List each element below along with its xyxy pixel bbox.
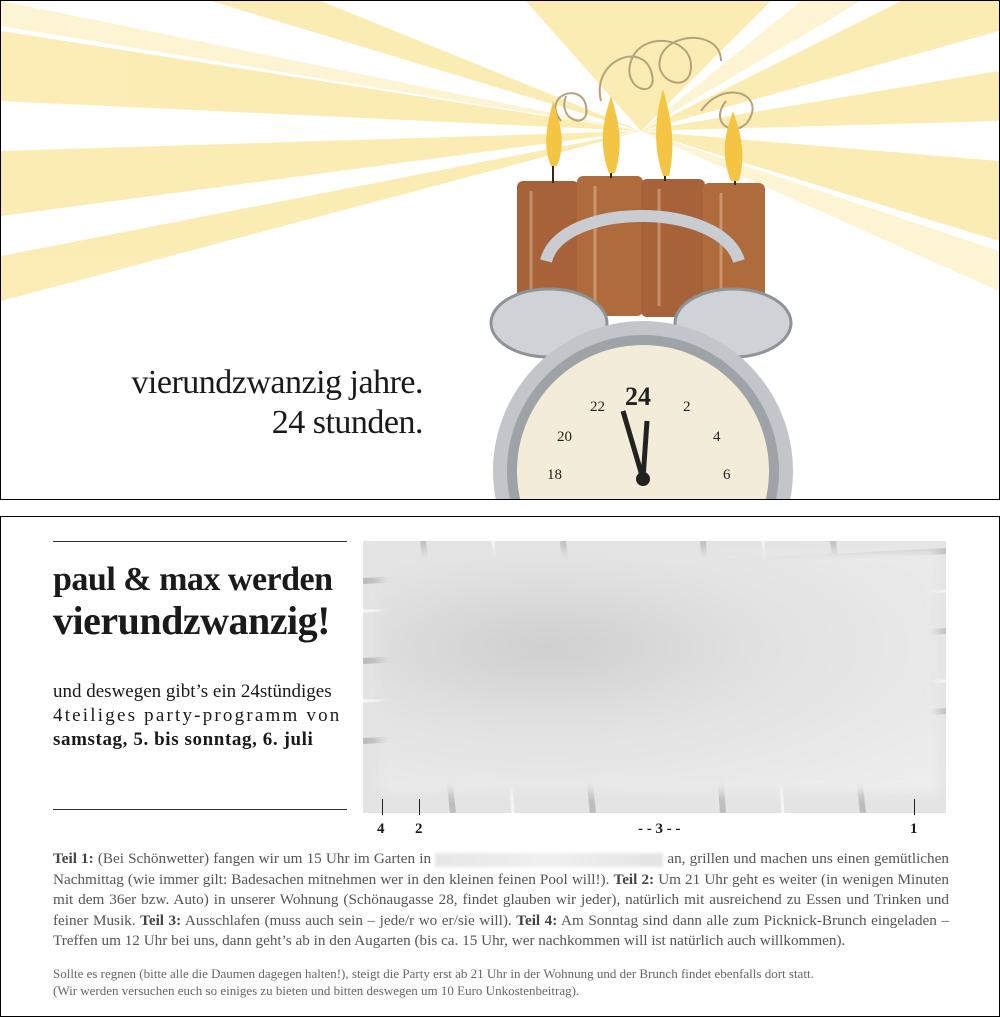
teil3-label: Teil 3: — [140, 911, 182, 929]
intro-line-1: und deswegen gibt’s ein 24stündiges — [53, 681, 332, 702]
map-marker-3: - - 3 - - — [638, 821, 681, 837]
clock-number-20: 20 — [557, 429, 572, 445]
clock-number-24: 24 — [625, 382, 651, 411]
rain-notice-line-1: Sollte es regnen (bitte alle die Daumen dagegen halten!), steigt die Party erst ab 21 Uhr in der Wohnung und der Brunch findet ebenfalls dort statt. — [53, 966, 814, 981]
invitation-back — [0, 516, 1000, 1017]
rain-notice-line-2: (Wir werden versuchen euch so einiges zu bieten und bitten deswegen um 10 Euro Unkostenbeitrag). — [53, 983, 580, 998]
rain-notice — [53, 965, 949, 999]
clock-number-6: 6 — [723, 467, 731, 483]
map-tick-4 — [382, 799, 383, 815]
title-line-2: vierundzwanzig! — [53, 598, 330, 643]
clock-number-2: 2 — [683, 399, 691, 415]
intro-line-2: 4teiliges party-programm von — [53, 705, 342, 726]
divider-bottom — [53, 809, 347, 810]
teil4-text: Am Sonntag sind dann alle zum Picknick-Brunch eingeladen – Treffen um 12 Uhr bei uns, dann geht’s ab in den Augarten (bis ca. 15 Uhr, wer nachkommen will ist natürlich auch willkommen). — [53, 911, 950, 949]
redacted-address — [435, 853, 663, 867]
map-tick-2 — [419, 799, 420, 815]
teil1-label: Teil 1: — [53, 850, 94, 867]
headline-line-2: 24 stunden. — [271, 404, 423, 441]
divider-top — [53, 541, 347, 542]
map-marker-4: 4 — [377, 821, 385, 837]
program-description — [53, 849, 949, 952]
teil3-text: Ausschlafen (muss auch sein – jede/r wo er/sie will). — [181, 911, 517, 929]
teil2-label: Teil 2: — [613, 870, 655, 888]
invitation-front — [0, 0, 1000, 500]
headline-line-1: vierundzwanzig jahre. — [131, 364, 423, 401]
clock-number-18: 18 — [547, 467, 562, 483]
map-marker-2: 2 — [415, 821, 423, 837]
teil4-label: Teil 4: — [516, 911, 558, 929]
map-blur-overlay — [379, 549, 939, 793]
map-marker-1: 1 — [910, 821, 918, 837]
title-line-1: paul & max werden — [53, 561, 333, 598]
intro-line-3: samstag, 5. bis sonntag, 6. juli — [53, 729, 314, 750]
clock-number-4: 4 — [713, 429, 721, 445]
teil2-text: Um 21 Uhr geht es weiter (in wenigen Minuten mit dem 36er bzw. Auto) in unserer Wohnung (Schönaugasse 28, findet glauben wir jeder), natürlich mit ausreichend zu Essen und Trinken und feiner Musik. — [53, 870, 949, 929]
teil1-text-a: (Bei Schönwetter) fangen wir um 15 Uhr im Garten in — [93, 850, 436, 867]
map-tick-1 — [914, 799, 915, 815]
teil1-text-b: an, grillen und machen uns einen gemütlichen Nachmittag (wie immer gilt: Badesachen mitnehmen wer in den kleinen feinen Pool will!). — [53, 850, 949, 888]
clock-number-22: 22 — [590, 399, 605, 415]
